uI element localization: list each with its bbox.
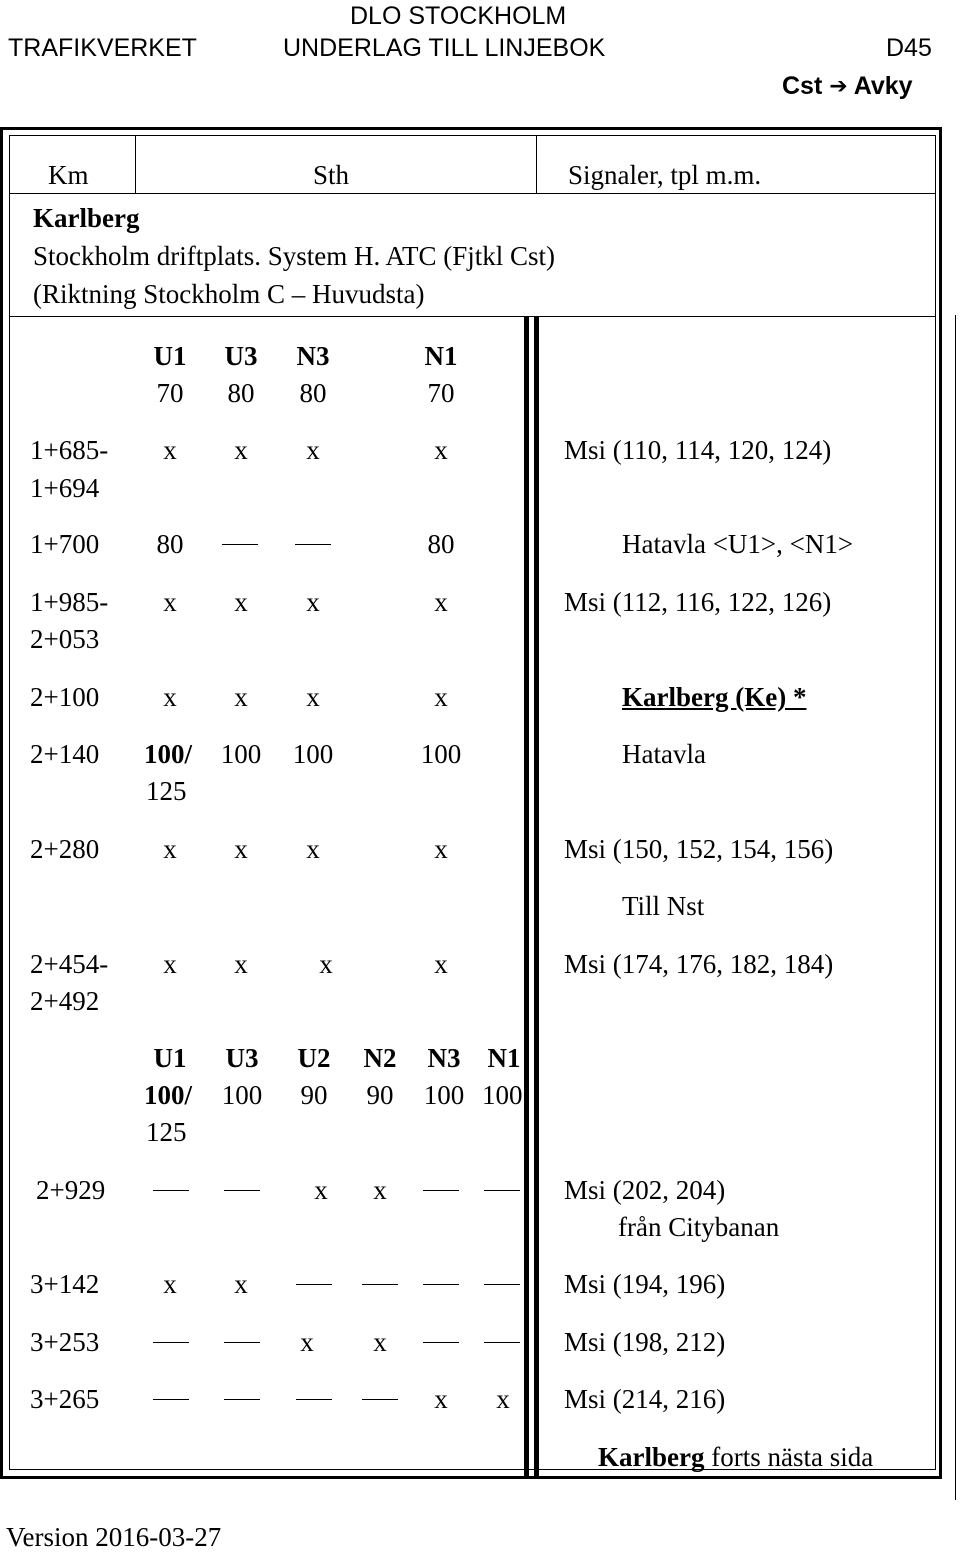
- track-speed: 100/: [144, 1080, 193, 1110]
- speed-cell: 100: [220, 739, 262, 769]
- header-organization-unit: DLO STOCKHOLM: [350, 2, 567, 30]
- signal-text: Hatavla <U1>, <N1>: [622, 529, 854, 559]
- speed-cell: x: [163, 682, 177, 712]
- track-header: N2: [363, 1043, 397, 1073]
- km-value: 1+685-: [30, 435, 109, 465]
- track-speed: 100: [423, 1080, 465, 1110]
- col-divider-sth: [536, 135, 537, 193]
- track-header: U2: [297, 1043, 331, 1073]
- speed-cell: 100: [292, 739, 334, 769]
- speed-cell: x: [373, 1327, 387, 1357]
- signal-text: Msi (214, 216): [564, 1384, 726, 1414]
- km-value: 3+253: [30, 1327, 100, 1357]
- station-direction: (Riktning Stockholm C – Huvudsta): [33, 279, 425, 309]
- signal-divider-right: [534, 316, 539, 1478]
- arrow-right-icon: ➔: [829, 74, 848, 99]
- speed-cell: x: [163, 834, 177, 864]
- dash-mark: [423, 1342, 459, 1343]
- track-speed: 100: [482, 1080, 523, 1110]
- header-org: TRAFIKVERKET: [8, 34, 197, 62]
- speed-cell: 100/: [144, 739, 193, 769]
- speed-cell: 100: [420, 739, 462, 769]
- version-label: Version 2016-03-27: [6, 1522, 222, 1552]
- signal-text: Msi (150, 152, 154, 156): [564, 834, 834, 864]
- dash-mark: [484, 1190, 520, 1191]
- track-header: U3: [224, 341, 258, 371]
- column-header-km: Km: [48, 160, 89, 190]
- speed-cell: x: [434, 682, 448, 712]
- speed-cell: x: [434, 949, 448, 979]
- km-value-end: 2+053: [30, 624, 100, 654]
- track-speed: 70: [427, 378, 455, 408]
- dash-mark: [296, 1284, 332, 1285]
- speed-cell: x: [434, 1384, 448, 1414]
- speed-cell-extra: 125: [146, 776, 187, 806]
- speed-cell: x: [373, 1175, 387, 1205]
- track-header: N1: [487, 1043, 521, 1073]
- track-header: N3: [427, 1043, 461, 1073]
- header-doc-title: UNDERLAG TILL LINJEBOK: [283, 34, 606, 62]
- dash-mark: [224, 1399, 260, 1400]
- dash-mark: [362, 1399, 398, 1400]
- speed-cell: x: [314, 1175, 328, 1205]
- route-to: Avky: [853, 72, 913, 100]
- km-value-end: 1+694: [30, 473, 100, 503]
- signal-text: Msi (112, 116, 122, 126): [564, 587, 832, 617]
- speed-cell: x: [234, 834, 248, 864]
- station-signal-link: Karlberg (Ke) *: [622, 682, 807, 712]
- signal-text: Msi (194, 196): [564, 1269, 726, 1299]
- header-row-rule: [9, 193, 936, 194]
- signal-text: Msi (198, 212): [564, 1327, 726, 1357]
- header-page-code: D45: [886, 34, 932, 62]
- dash-mark: [423, 1190, 459, 1191]
- station-block-rule: [9, 316, 936, 317]
- dash-mark: [153, 1342, 189, 1343]
- km-value: 1+700: [30, 529, 100, 559]
- speed-cell: x: [234, 587, 248, 617]
- km-value: 2+140: [30, 739, 100, 769]
- signal-divider-left: [524, 316, 529, 1478]
- speed-cell: x: [300, 1327, 314, 1357]
- dash-mark: [362, 1284, 398, 1285]
- station-description: Stockholm driftplats. System H. ATC (Fjtkl Cst): [33, 241, 556, 271]
- km-value: 2+929: [36, 1175, 106, 1205]
- dash-mark: [295, 544, 331, 545]
- signal-text: Hatavla: [622, 739, 706, 769]
- speed-cell: x: [234, 1269, 248, 1299]
- km-value: 3+142: [30, 1269, 100, 1299]
- route-from: Cst: [782, 72, 823, 100]
- speed-cell: 80: [427, 529, 455, 559]
- speed-cell: x: [434, 834, 448, 864]
- speed-cell: x: [306, 834, 320, 864]
- signal-text: Msi (202, 204): [564, 1175, 726, 1205]
- track-speed: 80: [227, 378, 255, 408]
- track-header: U1: [153, 1043, 187, 1073]
- dash-mark: [484, 1342, 520, 1343]
- speed-cell: x: [163, 1269, 177, 1299]
- track-header: N3: [296, 341, 330, 371]
- dash-mark: [224, 1342, 260, 1343]
- track-speed: 90: [366, 1080, 394, 1110]
- station-name: Karlberg: [33, 203, 140, 233]
- track-speed: 70: [156, 378, 184, 408]
- speed-cell: x: [234, 682, 248, 712]
- dash-mark: [222, 544, 258, 545]
- track-speed: 90: [300, 1080, 328, 1110]
- track-header: U3: [225, 1043, 259, 1073]
- km-value: 3+265: [30, 1384, 100, 1414]
- col-divider-km: [135, 135, 136, 193]
- track-header: N1: [424, 341, 458, 371]
- speed-cell: x: [234, 949, 248, 979]
- dash-mark: [296, 1399, 332, 1400]
- header-route: [782, 72, 913, 101]
- dash-mark: [153, 1190, 189, 1191]
- column-header-sth: Sth: [313, 160, 350, 190]
- speed-cell: x: [163, 587, 177, 617]
- dash-mark: [423, 1284, 459, 1285]
- km-value: 2+100: [30, 682, 100, 712]
- track-header: U1: [153, 341, 187, 371]
- speed-cell: x: [496, 1384, 510, 1414]
- dash-mark: [153, 1399, 189, 1400]
- margin-line: [955, 315, 956, 1500]
- signal-text-note: från Citybanan: [618, 1212, 780, 1242]
- speed-cell: x: [163, 949, 177, 979]
- signal-text: Msi (174, 176, 182, 184): [564, 949, 834, 979]
- km-value: 2+454-: [30, 949, 109, 979]
- signal-text: Msi (110, 114, 120, 124): [564, 435, 832, 465]
- track-speed-extra: 125: [146, 1117, 187, 1147]
- track-speed: 100: [221, 1080, 263, 1110]
- dash-mark: [484, 1284, 520, 1285]
- speed-cell: x: [163, 435, 177, 465]
- speed-cell: x: [434, 435, 448, 465]
- km-value: 1+985-: [30, 587, 109, 617]
- column-header-signals: Signaler, tpl m.m.: [568, 160, 762, 190]
- km-value-end: 2+492: [30, 986, 100, 1016]
- speed-cell: x: [306, 587, 320, 617]
- speed-cell: x: [319, 949, 333, 979]
- continuation-station: Karlberg: [598, 1442, 705, 1472]
- speed-cell: x: [434, 587, 448, 617]
- speed-cell: x: [234, 435, 248, 465]
- km-value: 2+280: [30, 834, 100, 864]
- speed-cell: x: [306, 682, 320, 712]
- speed-cell: 80: [156, 529, 184, 559]
- dash-mark: [224, 1190, 260, 1191]
- speed-cell: x: [306, 435, 320, 465]
- signal-text-note: Till Nst: [622, 891, 705, 921]
- track-speed: 80: [299, 378, 327, 408]
- continuation-note: [598, 1439, 873, 1475]
- continuation-text: forts nästa sida: [711, 1442, 874, 1472]
